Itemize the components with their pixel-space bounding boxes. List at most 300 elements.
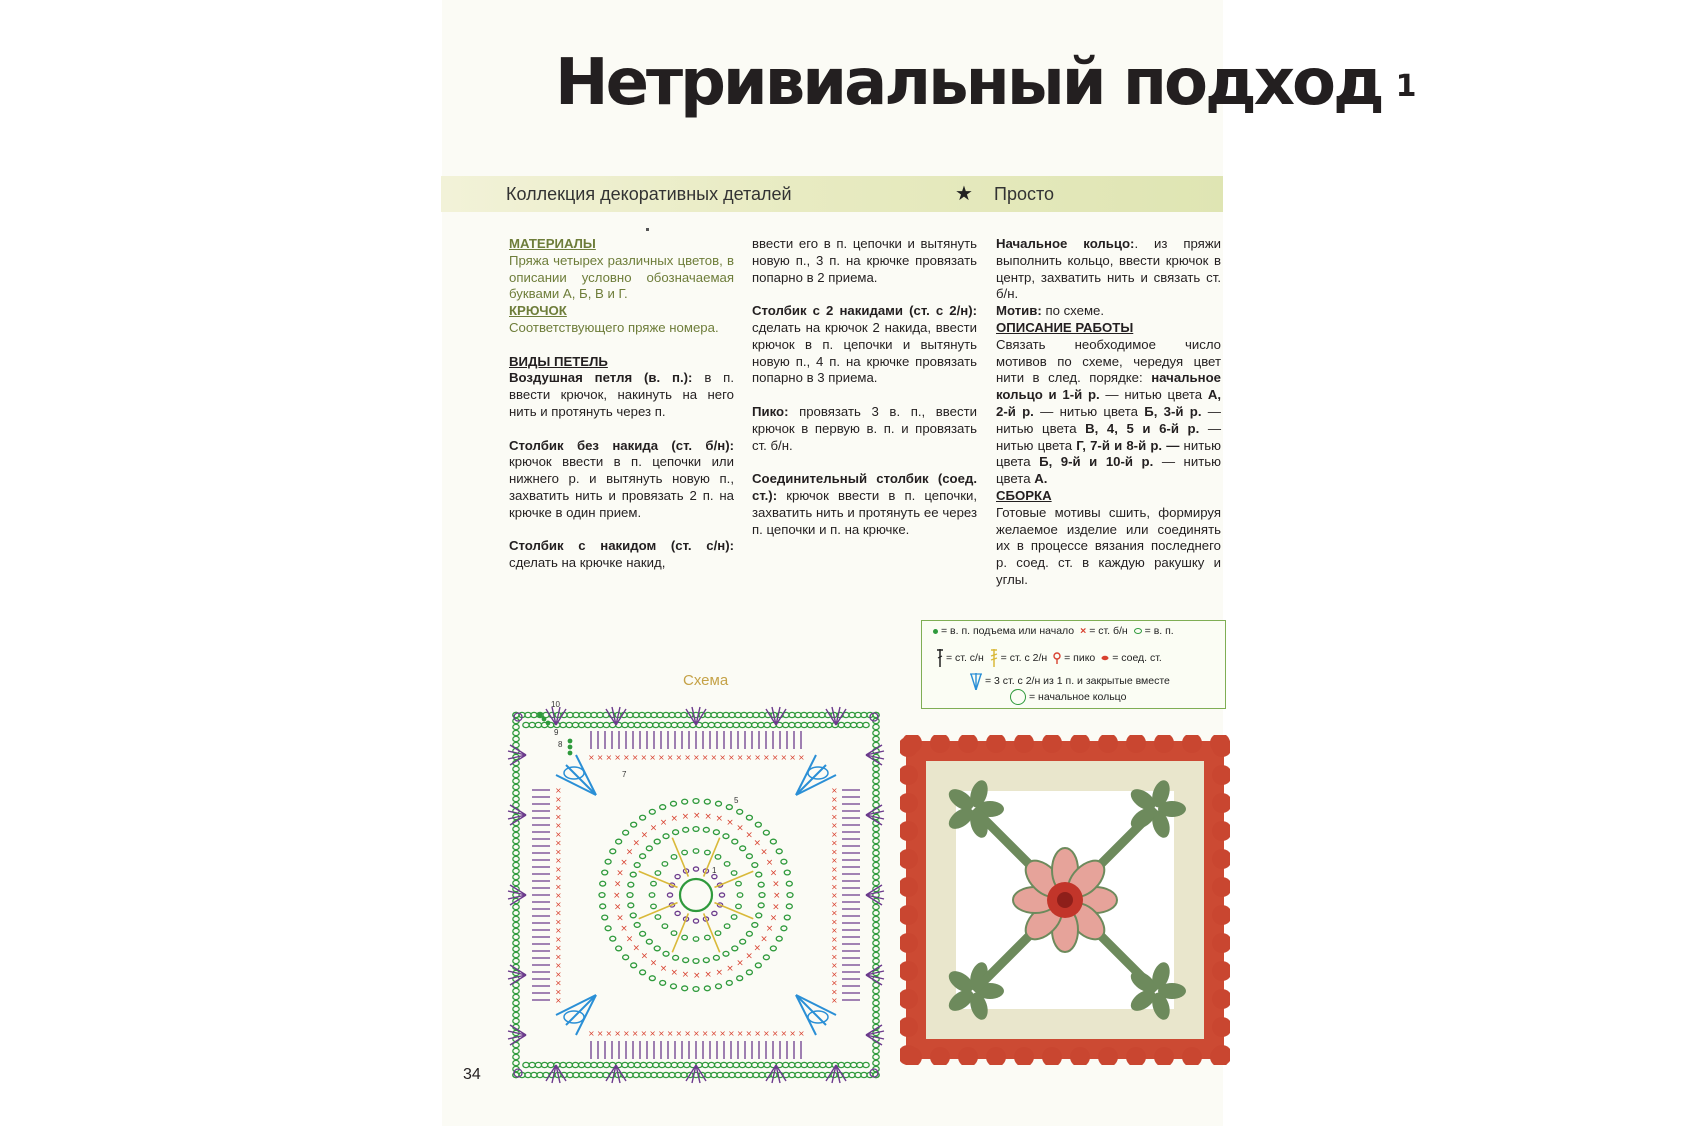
chain-stitch: [529, 722, 535, 727]
single-crochet: ×: [631, 1029, 639, 1038]
chain-stitch: [782, 722, 788, 727]
chain-stitch: [535, 1062, 541, 1067]
chain-stitch: [578, 1062, 584, 1067]
chain-stitch: [605, 926, 611, 931]
chain-stitch: [873, 1054, 879, 1059]
chain-stitch: [513, 730, 519, 735]
chain-stitch: [873, 934, 879, 939]
chain-stitch: [597, 1062, 603, 1067]
chain-stitch: [585, 722, 591, 727]
single-crochet: ×: [773, 891, 781, 901]
single-crochet: ×: [763, 1029, 770, 1038]
chain-stitch: [513, 1012, 519, 1017]
chain-stitch: [703, 827, 709, 832]
chain-stitch: [513, 778, 519, 783]
chain-stitch: [513, 958, 519, 963]
chain-stitch: [654, 839, 660, 844]
chain-stitch: [663, 834, 669, 839]
single-crochet: ×: [831, 856, 838, 865]
single-crochet: ×: [831, 926, 838, 935]
single-crochet: ×: [596, 753, 604, 762]
chain-stitch: [660, 980, 666, 985]
legend-item: = в. п. подъема или начало: [941, 625, 1075, 637]
chain-stitch: [566, 1062, 572, 1067]
chain-stitch: [873, 856, 879, 861]
single-crochet: ×: [771, 753, 779, 762]
chain-stitch: [737, 809, 743, 814]
chain-stitch: [659, 722, 665, 727]
chain-stitch: [513, 832, 519, 837]
single-crochet: ×: [831, 882, 838, 892]
petal-stitch: [672, 913, 688, 952]
single-crochet: ×: [831, 891, 838, 900]
chain-stitch: [807, 1062, 813, 1067]
chain-stitch: [640, 931, 646, 936]
single-crochet: ×: [555, 829, 562, 839]
chain-stitch: [873, 940, 879, 945]
double-crochet-desc: [509, 538, 734, 572]
materials-text: Пряжа четырех различных цветов, в описании условно обозначаемая буквами А, Б, В и Г.: [509, 252, 734, 302]
single-crochet: ×: [555, 821, 562, 830]
chain-stitch: [873, 952, 879, 957]
chain-stitch: [667, 893, 672, 897]
single-crochet: ×: [831, 838, 838, 848]
chain-stitch: [513, 916, 519, 921]
single-crochet: ×: [620, 857, 628, 868]
chain-stitch: [873, 790, 879, 795]
start-dot: [568, 739, 573, 744]
single-crochet: ×: [588, 1029, 595, 1038]
chain-stitch: [513, 880, 519, 885]
legend-row-2: [934, 649, 1162, 667]
chain-stitch: [873, 946, 879, 951]
chain-stitch: [721, 722, 727, 727]
single-crochet: ×: [555, 943, 562, 953]
single-crochet: ×: [666, 1029, 674, 1038]
slip-stitch-icon: [1101, 655, 1109, 661]
single-crochet: ×: [623, 1029, 630, 1038]
chain-stitch: [873, 1006, 879, 1011]
single-crochet: ×: [760, 934, 768, 945]
single-crochet: ×: [670, 967, 679, 978]
single-crochet: ×: [649, 1029, 656, 1038]
single-crochet: ×: [831, 803, 838, 813]
chain-stitch: [662, 862, 668, 866]
double-crochet-icon: [937, 649, 943, 667]
page-title: [555, 46, 1417, 120]
chain-stitch: [752, 923, 758, 928]
chain-stitch: [737, 893, 743, 897]
text-column-2: [752, 236, 977, 538]
chain-stitch: [704, 799, 710, 804]
chain-stitch: [873, 844, 879, 849]
chain-stitch: [755, 822, 761, 827]
single-crochet: ×: [555, 987, 562, 997]
chain-stitch: [873, 922, 879, 927]
single-crochet: ×: [555, 856, 562, 865]
chain-stitch: [863, 722, 869, 727]
single-crochet: ×: [704, 970, 712, 981]
chain-stitch: [640, 854, 646, 859]
stitches-heading: ВИДЫ ПЕТЕЛЬ: [509, 353, 608, 369]
single-crochet: ×: [769, 913, 778, 924]
assembly-text: Готовые мотивы сшить, формируя желаемое изделие или соединять их в процессе вязания последнего р. соед. ст. в каждую ракушку и углы.: [996, 504, 1221, 587]
single-crochet: ×: [625, 847, 634, 858]
single-crochet: ×: [670, 814, 679, 825]
single-crochet: ×: [769, 868, 778, 879]
chain-stitch: [693, 959, 699, 964]
chain-stitch: [784, 915, 790, 920]
single-crochet-text: крючок ввести в п. цепочки или нижнего р. и вытянуть новую п., захватить нить и провязать 2 п. на крючке в один прием.: [509, 454, 734, 520]
single-crochet: ×: [772, 902, 780, 913]
chain-stitch: [616, 946, 622, 951]
chain-stitch: [649, 893, 655, 897]
single-crochet-desc: [509, 438, 734, 522]
chain-stitch: [764, 1062, 770, 1067]
treble-crochet-desc: [752, 303, 977, 387]
chain-stitch: [622, 722, 628, 727]
single-crochet: ×: [831, 961, 838, 970]
slip-stitch-desc: [752, 471, 977, 538]
text-column-3: [996, 236, 1221, 589]
chain-stitch: [541, 1062, 547, 1067]
chain-stitch: [585, 1062, 591, 1067]
assembly-heading: СБОРКА: [996, 487, 1052, 503]
title-number: 1: [1395, 68, 1417, 104]
chain-stitch: [739, 722, 745, 727]
single-crochet: ×: [753, 943, 762, 954]
chain-stitch: [838, 1062, 844, 1067]
legend-item: = 3 ст. с 2/н из 1 п. и закрытые вместе: [985, 674, 1170, 687]
chain-stitch: [634, 722, 640, 727]
chain-stitch: [566, 722, 572, 727]
legend-item: = пико: [1064, 651, 1096, 664]
chain-stitch: [513, 874, 519, 879]
slip-stitch-text: крючок ввести в п. цепочки, захватить нить и протянуть ее через п. цепочки и п. на крючке.: [752, 487, 977, 537]
single-crochet: ×: [754, 753, 761, 762]
chain-stitch: [693, 849, 699, 853]
single-crochet: ×: [728, 1029, 735, 1038]
chain-stitch: [873, 766, 879, 771]
chain-stitch: [731, 915, 737, 919]
chain-stitch: [752, 722, 758, 727]
single-crochet: ×: [693, 811, 701, 821]
chain-stitch: [655, 915, 661, 919]
chain-stitch: [759, 893, 765, 898]
chain-stitch: [873, 958, 879, 963]
chain-stitch: [631, 822, 637, 827]
single-crochet: ×: [614, 753, 621, 762]
single-crochet: ×: [831, 786, 838, 795]
chain-stitch: [535, 722, 541, 727]
chain-stitch: [873, 874, 879, 879]
chain-stitch: [745, 722, 751, 727]
chain-stitch: [646, 939, 652, 944]
legend-item: = ст. с/н: [946, 651, 984, 664]
chain-stitch: [623, 830, 629, 835]
single-crochet: ×: [753, 838, 762, 849]
chain-stitch: [634, 1062, 640, 1067]
chain-stitch: [602, 915, 608, 920]
chain-stitch: [671, 931, 677, 935]
chain-stitch: [653, 722, 659, 727]
green-dot-icon: [933, 629, 938, 634]
chain-stitch: [755, 963, 761, 968]
single-crochet: ×: [726, 818, 734, 829]
chain-stitch: [655, 871, 661, 875]
chain-stitch: [684, 722, 690, 727]
chain-stitch: [665, 722, 671, 727]
single-crochet: ×: [555, 961, 562, 970]
work-bold: начальное кольцо и 1-й р.: [996, 370, 1221, 403]
chain-stitch: [745, 1062, 751, 1067]
start-dot: [546, 721, 551, 726]
motif-text: по схеме.: [1041, 303, 1105, 319]
single-crochet: ×: [715, 814, 724, 825]
chain-stitch: [693, 867, 698, 871]
chain-stitch: [813, 722, 819, 727]
chain-stitch: [727, 1062, 733, 1067]
symbol-legend: [921, 620, 1226, 709]
single-crochet: ×: [719, 753, 726, 762]
legend-item: = соед. ст.: [1112, 651, 1162, 664]
single-crochet: ×: [772, 879, 780, 890]
single-crochet: ×: [614, 1029, 621, 1038]
diagram-row-number: 8: [558, 740, 563, 749]
single-crochet: ×: [659, 963, 668, 974]
single-crochet: ×: [719, 1029, 726, 1038]
chain-stitch: [820, 722, 826, 727]
chain-stitch: [820, 1062, 826, 1067]
chain-stitch: [602, 870, 608, 875]
diagram-row-number: 1: [712, 866, 717, 875]
chain-stitch: [610, 936, 616, 941]
single-crochet: ×: [798, 1029, 805, 1038]
chain-stitch: [616, 839, 622, 844]
chain-stitch: [746, 815, 752, 820]
single-crochet: ×: [693, 753, 700, 762]
chain-stitch: [513, 940, 519, 945]
single-crochet: ×: [625, 934, 634, 945]
single-crochet: ×: [831, 934, 838, 944]
single-crochet: ×: [831, 908, 838, 918]
chain-stitch: [662, 924, 668, 928]
chain-stitch: [826, 722, 832, 727]
chain-stitch: [721, 1062, 727, 1067]
single-crochet: ×: [605, 1029, 613, 1038]
chain-stitch: [873, 1048, 879, 1053]
chain-stitch: [873, 796, 879, 801]
single-crochet: ×: [715, 967, 724, 978]
chain-stitch: [727, 722, 733, 727]
chain-stitch: [873, 880, 879, 885]
chain-stitch: [628, 722, 634, 727]
chain-stitch: [671, 984, 677, 989]
chain-stitch: [844, 722, 850, 727]
single-crochet: ×: [555, 978, 562, 988]
single-crochet: ×: [555, 786, 562, 795]
single-crochet: ×: [555, 873, 562, 883]
single-crochet: ×: [640, 1029, 648, 1038]
chain-stitch: [873, 916, 879, 921]
single-crochet: ×: [555, 812, 562, 822]
work-description-heading: ОПИСАНИЕ РАБОТЫ: [996, 319, 1134, 335]
chain-stitch: [513, 994, 519, 999]
hook-text: Соответствующего пряже номера.: [509, 319, 719, 335]
chain-stitch: [603, 1062, 609, 1067]
chain-stitch: [513, 904, 519, 909]
chain-stitch: [752, 1062, 758, 1067]
start-dot: [568, 751, 573, 756]
chain-stitch: [763, 830, 769, 835]
chain-stitch: [787, 893, 793, 898]
single-crochet: ×: [555, 996, 562, 1005]
petal-stitch: [714, 871, 753, 887]
chain-stitch: [513, 826, 519, 831]
chain-stitch: [560, 1062, 566, 1067]
chain-stitch: [628, 1062, 634, 1067]
diagram-marks: [508, 707, 884, 1083]
chain-stitch: [873, 862, 879, 867]
work-text: — нитью цвета: [1033, 403, 1145, 419]
chain-stitch: [733, 722, 739, 727]
single-crochet: ×: [555, 847, 562, 857]
single-crochet: ×: [684, 753, 691, 762]
chain-stitch: [770, 946, 776, 951]
single-crochet: ×: [798, 753, 805, 762]
start-dot: [538, 713, 543, 718]
starting-ring-text: . из пряжи выполнить кольцо, ввести крючок в центр, захватить нить и связать ст. б/н.: [996, 236, 1222, 302]
motif-photo: [900, 735, 1230, 1065]
cluster-icon: [970, 672, 982, 690]
chain-stitch: [736, 904, 742, 908]
legend-item: = в. п.: [1144, 625, 1174, 637]
single-crochet: ×: [831, 917, 838, 927]
chain-stitch: [713, 955, 719, 960]
single-crochet: ×: [555, 926, 562, 935]
chain-stitch: [513, 1054, 519, 1059]
single-crochet: ×: [632, 838, 641, 849]
single-crochet: ×: [555, 969, 562, 979]
chain-stitch: [795, 1062, 801, 1067]
single-crochet: ×: [684, 1029, 691, 1038]
chain-stitch: [572, 1062, 578, 1067]
single-crochet: ×: [831, 899, 838, 909]
single-crochet: ×: [555, 794, 562, 804]
single-crochet: ×: [605, 753, 613, 762]
category-banner: [441, 176, 1223, 212]
chain-stitch: [649, 809, 655, 814]
chain-stitch: [513, 724, 519, 729]
chain-stitch: [513, 766, 519, 771]
chain-stitch: [801, 722, 807, 727]
chain-stitch: [693, 799, 699, 804]
chain-stitch: [723, 834, 729, 839]
single-crochet: ×: [649, 823, 658, 834]
single-crochet: ×: [831, 812, 838, 822]
single-crochet: ×: [710, 753, 718, 762]
chain-stitch: [513, 838, 519, 843]
chain-stitch: [703, 958, 709, 963]
single-crochet: ×: [831, 978, 838, 988]
single-crochet: ×: [555, 934, 562, 944]
chain-stitch: [523, 1062, 529, 1067]
difficulty-label: Просто: [994, 184, 1055, 204]
single-crochet: ×: [596, 1029, 604, 1038]
page-number: 34: [463, 1066, 481, 1083]
single-crochet: ×: [745, 753, 753, 762]
chain-stitch: [591, 1062, 597, 1067]
chain-stitch: [651, 904, 657, 908]
single-crochet: ×: [736, 823, 744, 834]
chain-stitch: [673, 955, 679, 960]
chain-stitch: [708, 1062, 714, 1067]
chain-stitch: [826, 1062, 832, 1067]
picot-term: Пико:: [752, 403, 789, 419]
chain-stitch: [873, 904, 879, 909]
single-crochet: ×: [640, 753, 648, 762]
single-crochet: ×: [658, 1029, 665, 1038]
chain-stitch: [513, 1018, 519, 1023]
chain-stitch: [776, 849, 782, 854]
chain-stitch: [786, 881, 792, 886]
chain-stitch: [731, 871, 737, 875]
picot-text: провязать 3 в. п., ввести крючок в первую в. п. и провязать ст. б/н.: [752, 403, 977, 453]
single-crochet: ×: [649, 753, 656, 762]
treble-crochet-text: сделать на крючок 2 накида, ввести крючок в п. цепочки и вытянуть новую п., 4 п. на крючке провязать попарно в 3 приема.: [752, 319, 977, 386]
chain-stitch: [671, 855, 677, 859]
chain-stitch: [715, 984, 721, 989]
work-description-text: [996, 337, 1221, 488]
chain-stitch: [873, 778, 879, 783]
single-crochet: ×: [613, 902, 622, 913]
chain-stitch: [548, 1062, 554, 1067]
chain-stitch: [627, 893, 633, 898]
chain-stitch: [610, 849, 616, 854]
chain-stitch: [873, 724, 879, 729]
chain-stitch: [513, 952, 519, 957]
chain-stitch: [597, 722, 603, 727]
chain-stitch: [873, 850, 879, 855]
single-crochet: ×: [620, 924, 628, 935]
chain-stitch: [665, 1062, 671, 1067]
chain-stitch: [693, 987, 699, 992]
start-dot: [542, 717, 547, 722]
single-crochet: ×: [555, 882, 562, 892]
chain-stitch: [513, 856, 519, 861]
chain-stitch: [671, 1062, 677, 1067]
chain-stitch: [873, 1000, 879, 1005]
single-crochet: ×: [831, 873, 838, 883]
chain-stitch: [758, 722, 764, 727]
single-crochet: ×: [765, 857, 774, 868]
chain-stitch: [873, 832, 879, 837]
chain-stitch: [726, 980, 732, 985]
work-text: — нитью цвета: [1099, 387, 1208, 403]
single-crochet: ×: [555, 838, 562, 848]
chain-stitch: [682, 850, 688, 854]
chain-stitch: [682, 986, 688, 991]
chain-stitch: [857, 1062, 863, 1067]
work-text: — нитью цвета: [996, 420, 1222, 453]
single-crochet: ×: [831, 996, 838, 1005]
chain-stitch: [649, 976, 655, 981]
chain-stitch: [513, 988, 519, 993]
chain-stitch: [683, 958, 689, 963]
chain-stitch: [682, 799, 688, 804]
chain-stitch: [660, 805, 666, 810]
chain-stitch: [640, 1062, 646, 1067]
